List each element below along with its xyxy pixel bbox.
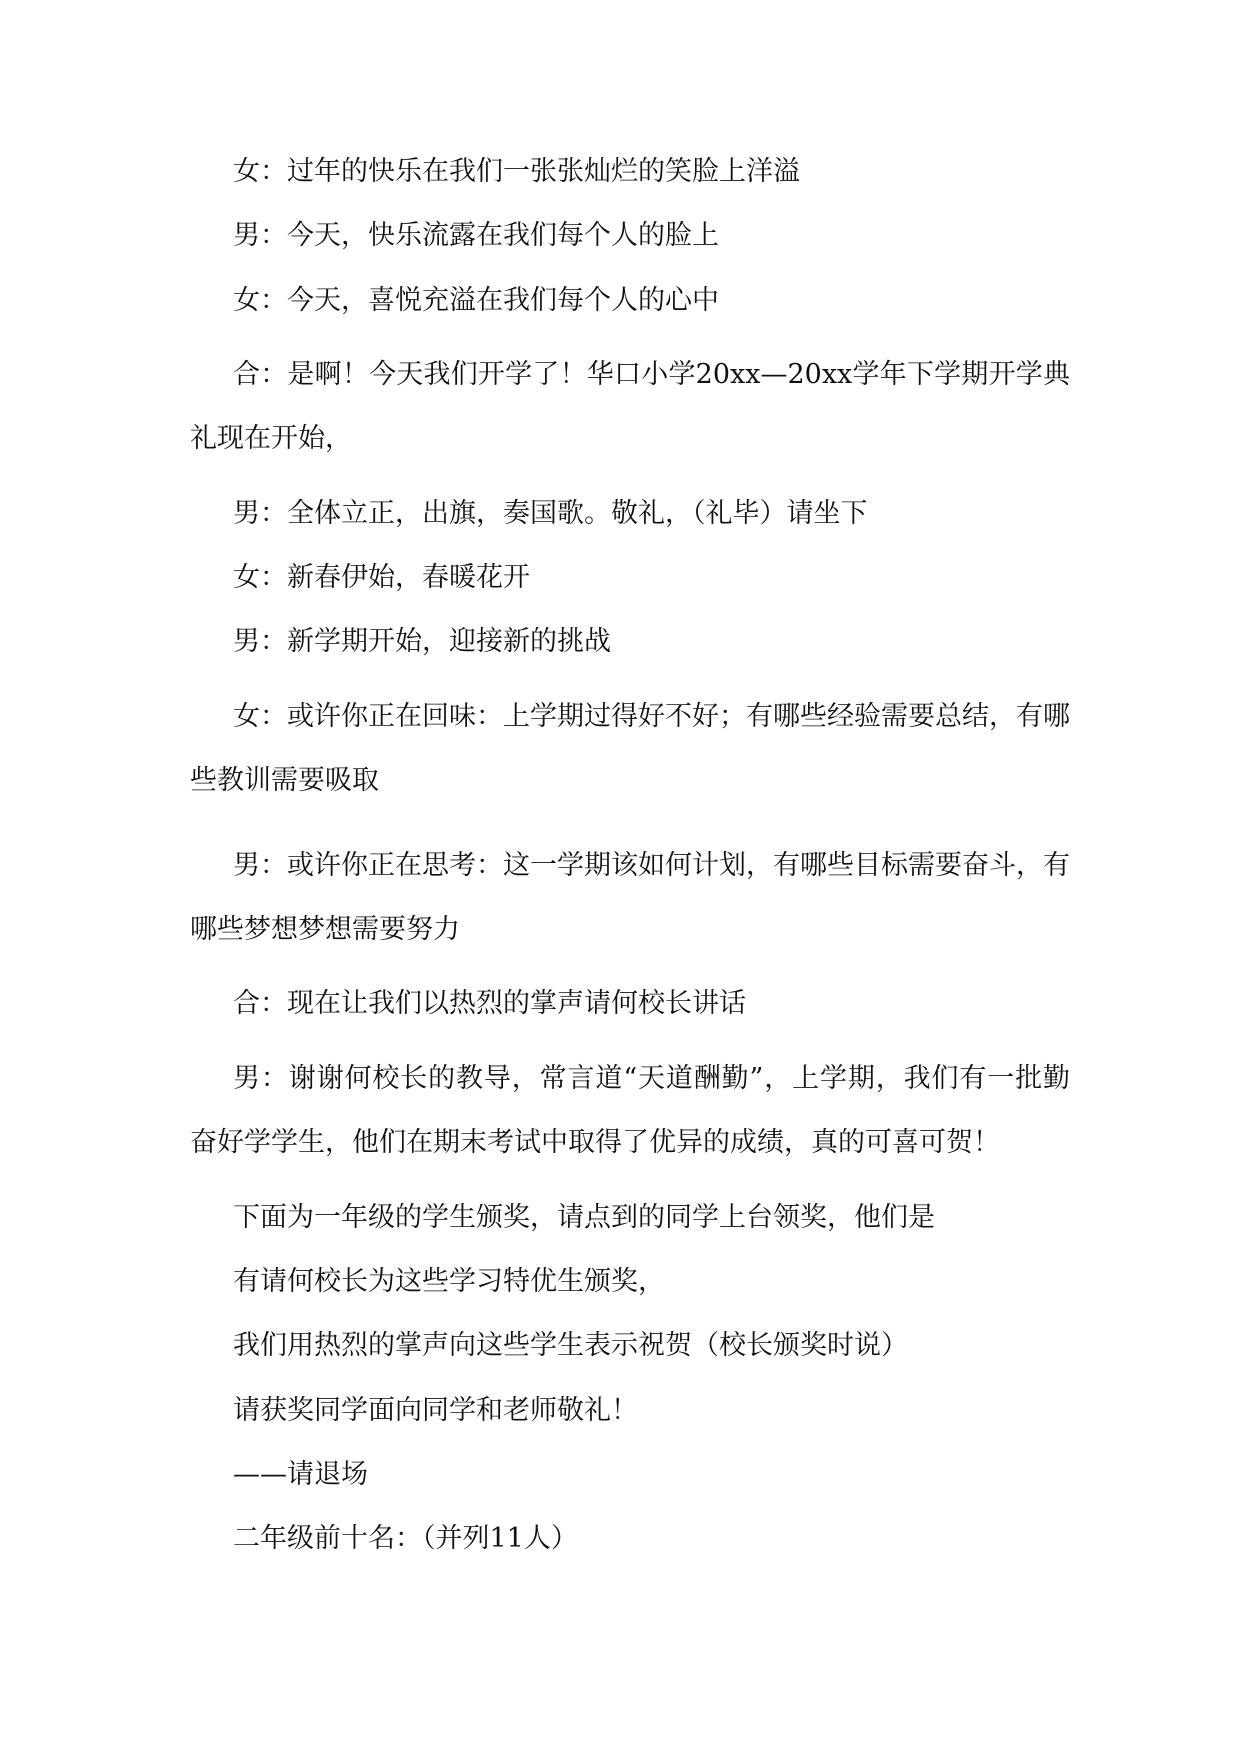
paragraph-5: 男：全体立正，出旗，奏国歌。敬礼，（礼毕）请坐下 xyxy=(233,497,868,529)
paragraph-1: 女：过年的快乐在我们一张张灿烂的笑脸上洋溢 xyxy=(233,156,800,187)
paragraph-16: ——请退场 xyxy=(233,1458,368,1490)
paragraph-11: 男：谢谢何校长的教导，常言道“天道酬勤”，上学期，我们有一批勤奋好学学生，他们在期末考试中取得了优异的成绩，真的可喜可贺！ xyxy=(190,1062,1070,1159)
document-page xyxy=(190,150,1070,1581)
paragraph-8: 女：或许你正在回味：上学期过得好不好；有哪些经验需要总结，有哪些教训需要吸取 xyxy=(190,700,1070,796)
paragraph-9: 男：或许你正在思考：这一学期该如何计划，有哪些目标需要奋斗，有哪些梦想梦想需要努力 xyxy=(190,849,1070,945)
paragraph-10: 合：现在让我们以热烈的掌声请何校长讲话 xyxy=(233,988,746,1020)
paragraph-2: 男：今天，快乐流露在我们每个人的脸上 xyxy=(233,220,719,252)
paragraph-4: 合：是啊！今天我们开学了！华口小学20xx—20xx学年下学期开学典礼现在开始， xyxy=(190,358,1070,455)
paragraph-7: 男：新学期开始，迎接新的挑战 xyxy=(233,626,611,658)
paragraph-17: 二年级前十名：（并列11人） xyxy=(233,1523,578,1555)
paragraph-14: 我们用热烈的掌声向这些学生表示祝贺（校长颁奖时说） xyxy=(233,1330,908,1362)
paragraph-3: 女：今天，喜悦充溢在我们每个人的心中 xyxy=(233,284,719,316)
paragraph-12: 下面为一年级的学生颁奖，请点到的同学上台领奖，他们是 xyxy=(233,1201,935,1233)
paragraph-6: 女：新春伊始，春暖花开 xyxy=(233,562,530,594)
paragraph-13: 有请何校长为这些学习特优生颁奖， xyxy=(233,1265,665,1297)
paragraph-15: 请获奖同学面向同学和老师敬礼！ xyxy=(233,1394,638,1426)
